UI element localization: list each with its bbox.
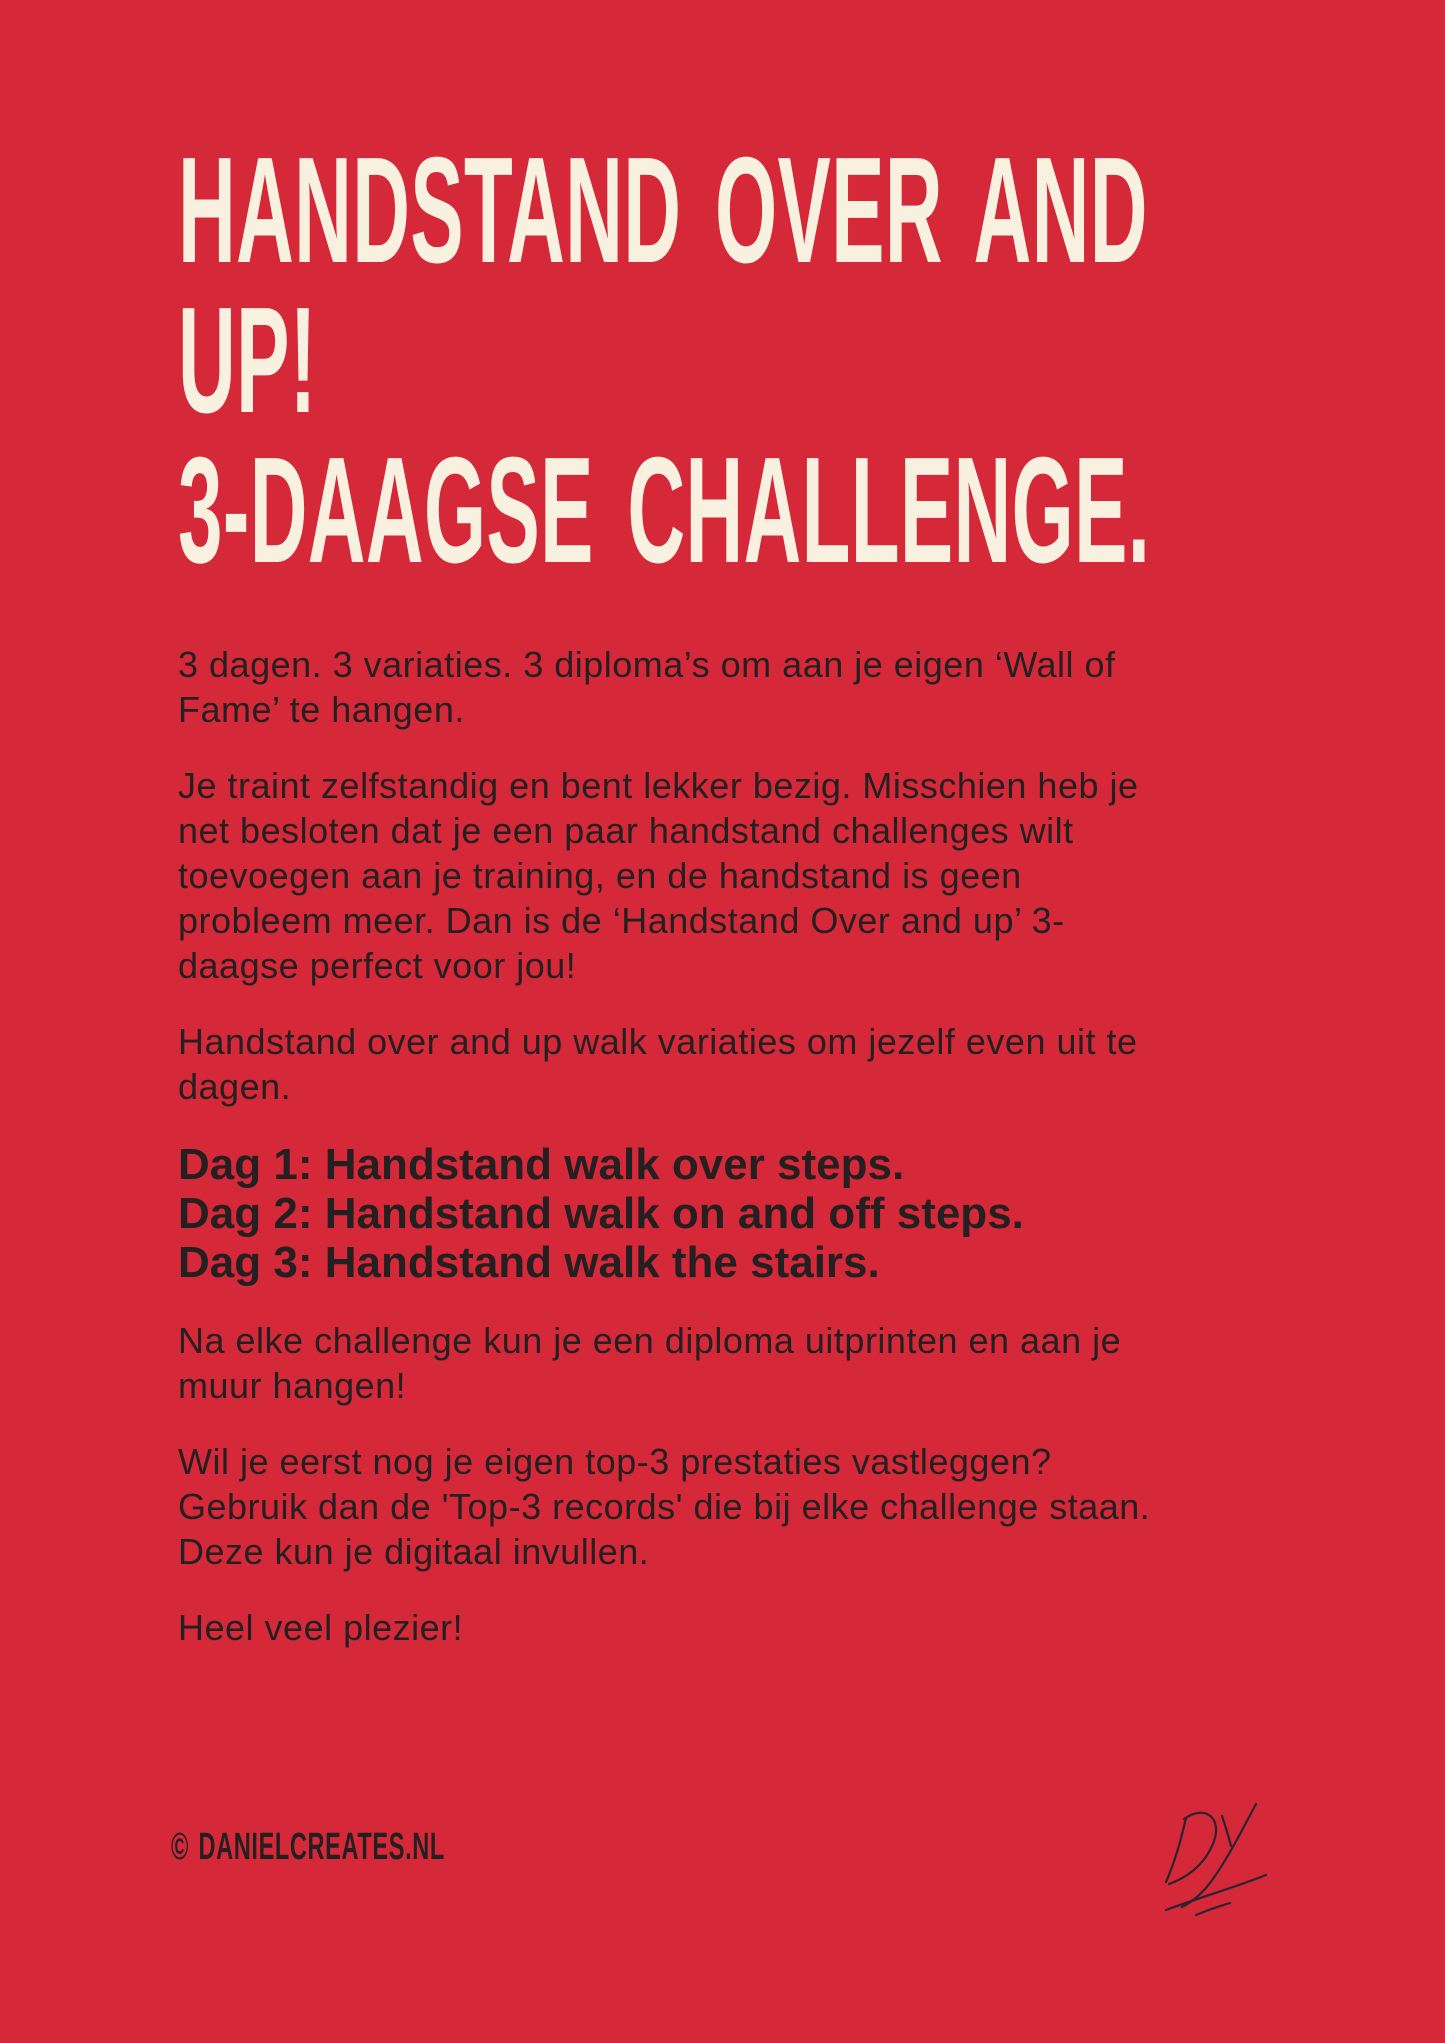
records-paragraph: Wil je eerst nog je eigen top-3 prestaties vastleggen? Gebruik dan de 'Top-3 records' die bij elke challenge staan. Deze kun je digitaal invullen.	[178, 1441, 1151, 1572]
page-title-line-3: 3-DAAGSE CHALLENGE.	[178, 425, 1151, 594]
closing-paragraph: Heel veel plezier!	[178, 1607, 464, 1648]
page-title-line-1: HANDSTAND OVER AND	[178, 125, 1148, 294]
page-title-line-2: UP!	[178, 275, 317, 444]
signature-icon	[1148, 1788, 1278, 1928]
content-column	[178, 125, 1298, 1650]
description-paragraph: Je traint zelfstandig en bent lekker bezig. Misschien heb je net besloten dat je een paar handstand challenges wilt toevoegen aan je training, en de handstand is geen probleem meer. Dan is de ‘Handstand Over and up’ 3- daagse perfect voor jou!	[178, 765, 1139, 986]
page-title	[178, 125, 1298, 594]
intro-paragraph: 3 dagen. 3 variaties. 3 diploma’s om aan je eigen ‘Wall of Fame’ te hangen.	[178, 644, 1116, 730]
diploma-paragraph: Na elke challenge kun je een diploma uitprinten en aan je muur hangen!	[178, 1320, 1122, 1406]
day-3-item: Dag 3: Handstand walk the stairs.	[178, 1238, 880, 1287]
variations-paragraph: Handstand over and up walk variaties om jezelf even uit te dagen.	[178, 1021, 1138, 1107]
day-2-item: Dag 2: Handstand walk on and off steps.	[178, 1189, 1024, 1238]
day-schedule-list	[178, 1140, 1298, 1287]
copyright-notice: © DANIELCREATES.NL	[171, 1826, 445, 1868]
day-1-item: Dag 1: Handstand walk over steps.	[178, 1140, 905, 1189]
